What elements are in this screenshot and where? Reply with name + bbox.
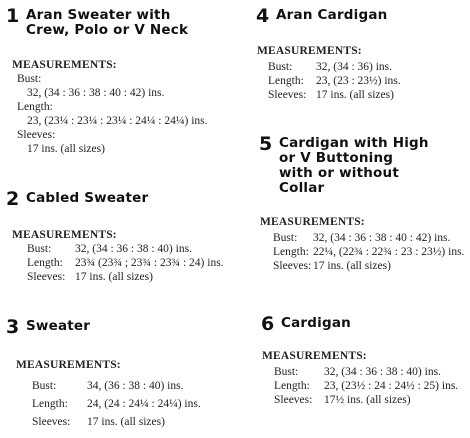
measurements-label: MEASUREMENTS:	[260, 216, 365, 228]
bust-value: 32, (34 : 36 : 38 : 40) ins.	[324, 366, 441, 378]
pattern-number: 4	[256, 5, 270, 27]
length-row	[27, 256, 236, 270]
pattern-title: Aran Sweater with Crew, Polo or V Neck	[26, 7, 189, 38]
bust-row	[274, 365, 466, 379]
pattern-title: Aran Cardigan	[276, 7, 388, 23]
length-value: 23¾ (23¾ ; 23¾ : 23¾ : 24) ins.	[75, 257, 224, 269]
sleeves-label: Sleeves:	[274, 394, 313, 406]
length-value: 22¼, (22¾ : 22¾ : 23 : 23½) ins.	[313, 246, 465, 258]
pattern-heading	[6, 5, 236, 38]
pattern-number: 5	[259, 133, 273, 155]
bust-label: Bust:	[32, 380, 57, 392]
pattern-5	[259, 133, 469, 273]
length-row	[268, 74, 466, 88]
pattern-title: Sweater	[26, 318, 91, 334]
bust-value: 32, (34 : 36 : 38 : 40) ins.	[75, 243, 192, 255]
bust-row	[268, 60, 466, 74]
length-value: 23, (23¼ : 23¼ : 23¼ : 24¼ : 24¼) ins.	[27, 115, 208, 127]
sleeves-label: Sleeves:	[17, 129, 56, 141]
sleeves-label: Sleeves:	[32, 416, 71, 428]
sleeves-row	[268, 88, 466, 102]
bust-row	[32, 377, 236, 395]
length-label: Length:	[274, 380, 310, 392]
bust-label: Bust:	[273, 232, 298, 244]
sleeves-label: Sleeves:	[27, 271, 66, 283]
pattern-heading	[261, 313, 466, 335]
length-value: 23, (23 : 23½) ins.	[316, 75, 401, 87]
bust-label: Bust:	[274, 366, 299, 378]
length-label: Length:	[268, 75, 304, 87]
sleeves-value: 17 ins. (all sizes)	[316, 89, 394, 101]
bust-row	[273, 231, 469, 245]
sleeves-row	[27, 270, 236, 284]
pattern-heading	[6, 188, 236, 210]
measurements-label: MEASUREMENTS:	[12, 229, 117, 241]
bust-row	[27, 242, 236, 256]
sleeves-value: 17 ins. (all sizes)	[75, 271, 153, 283]
sleeves-row	[274, 393, 466, 407]
length-label: Length:	[17, 101, 53, 113]
measurements-label: MEASUREMENTS:	[12, 59, 117, 71]
pattern-number: 6	[261, 313, 275, 335]
pattern-number: 2	[6, 188, 20, 210]
pattern-title: Cardigan with High or V Buttoning with or without Collar	[279, 135, 429, 196]
bust-label: Bust:	[268, 61, 293, 73]
sleeves-label: Sleeves:	[273, 260, 312, 272]
pattern-2	[6, 188, 236, 284]
pattern-number: 1	[6, 5, 20, 27]
length-row	[273, 245, 469, 259]
sleeves-label: Sleeves:	[268, 89, 307, 101]
measurements-label: MEASUREMENTS:	[262, 350, 367, 362]
length-label: Length:	[32, 398, 68, 410]
measurements-label: MEASUREMENTS:	[16, 359, 121, 371]
bust-value: 34, (36 : 38 : 40) ins.	[87, 380, 184, 392]
length-row	[274, 379, 466, 393]
pattern-number: 3	[6, 316, 20, 338]
pattern-4	[256, 5, 466, 102]
pattern-heading	[256, 5, 466, 27]
pattern-heading	[6, 316, 236, 338]
length-row	[32, 395, 236, 413]
pattern-heading	[259, 133, 469, 196]
length-value: 24, (24 : 24¼ : 24¼) ins.	[87, 398, 201, 410]
sleeves-row	[273, 259, 469, 273]
measurements-label: MEASUREMENTS:	[257, 45, 362, 57]
length-value: 23, (23½ : 24 : 24½ : 25) ins.	[324, 380, 459, 392]
pattern-title: Cardigan	[281, 315, 351, 331]
sleeves-value: 17 ins. (all sizes)	[313, 260, 391, 272]
sleeves-value: 17 ins. (all sizes)	[87, 416, 165, 428]
bust-value: 32, (34 : 36 : 38 : 40 : 42) ins.	[313, 232, 451, 244]
pattern-1	[6, 5, 236, 156]
sleeves-value: 17 ins. (all sizes)	[27, 143, 105, 155]
bust-value: 32, (34 : 36) ins.	[316, 61, 393, 73]
pattern-3	[6, 316, 236, 431]
sleeves-value: 17½ ins. (all sizes)	[324, 394, 411, 406]
length-label: Length:	[27, 257, 63, 269]
pattern-6	[261, 313, 466, 407]
length-label: Length:	[273, 246, 309, 258]
sleeves-row	[32, 413, 236, 431]
bust-label: Bust:	[27, 243, 52, 255]
bust-value: 32, (34 : 36 : 38 : 40 : 42) ins.	[27, 87, 165, 99]
bust-label: Bust:	[17, 73, 42, 85]
pattern-title: Cabled Sweater	[26, 190, 149, 206]
